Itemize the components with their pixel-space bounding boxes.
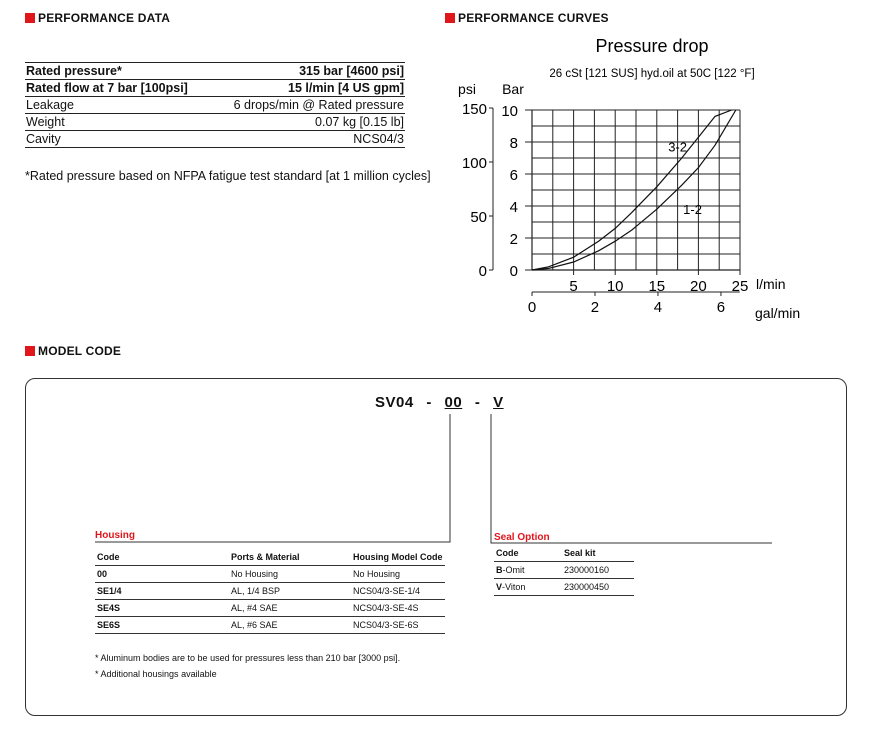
seal-desc: -Omit bbox=[502, 565, 525, 575]
table-row bbox=[95, 600, 445, 617]
housing-model: No Housing bbox=[351, 566, 445, 583]
table-row bbox=[95, 583, 445, 600]
seal-code-cell bbox=[494, 579, 562, 596]
housing-notes bbox=[95, 650, 400, 682]
model-code-separator: - bbox=[474, 394, 481, 411]
model-code-separator: - bbox=[426, 394, 432, 411]
table-header-row bbox=[95, 549, 445, 566]
psi-tick-label: 100 bbox=[461, 155, 487, 172]
table-row bbox=[494, 579, 634, 596]
x-tick-label: 15 bbox=[648, 278, 666, 295]
x-tick-label: 5 bbox=[569, 278, 578, 295]
x-tick-label: 20 bbox=[690, 278, 707, 295]
psi-tick-label: 0 bbox=[478, 263, 487, 280]
row-label: Rated flow at 7 bar [100psi] bbox=[25, 80, 210, 97]
seal-code-cell bbox=[494, 562, 562, 579]
housing-note: * Aluminum bodies are to be used for pressures less than 210 bar [3000 psi]. bbox=[95, 653, 401, 663]
gal-tick-label: 0 bbox=[527, 299, 537, 316]
seal-leader-line bbox=[491, 414, 772, 543]
y-tick-label: 8 bbox=[509, 135, 518, 152]
series-label: 1-2 bbox=[683, 202, 702, 217]
gal-tick-label: 2 bbox=[590, 299, 600, 316]
y-tick-label: 4 bbox=[509, 199, 518, 216]
housing-table bbox=[95, 549, 445, 634]
housing-model: NCS04/3-SE-4S bbox=[351, 600, 445, 617]
seal-code: B bbox=[496, 565, 503, 575]
x2-axis-label: gal/min bbox=[755, 305, 801, 321]
y-tick-label: 2 bbox=[509, 231, 518, 248]
table-row bbox=[95, 617, 445, 634]
model-code-housing: 00 bbox=[444, 394, 463, 411]
column-header: Code bbox=[494, 545, 562, 562]
model-code-prefix: SV04 bbox=[375, 394, 414, 411]
model-code-title-text: MODEL CODE bbox=[38, 344, 122, 358]
x-tick-label: 10 bbox=[606, 278, 624, 295]
housing-leader-line bbox=[95, 414, 450, 542]
performance-title-text: PERFORMANCE DATA bbox=[38, 11, 171, 25]
seal-desc: -Viton bbox=[502, 582, 526, 592]
y-tick-label: 0 bbox=[509, 263, 518, 280]
curves-title-text: PERFORMANCE CURVES bbox=[458, 11, 609, 25]
housing-ports: AL, #4 SAE bbox=[229, 600, 351, 617]
housing-note: * Additional housings available bbox=[95, 669, 217, 679]
housing-model: NCS04/3-SE-6S bbox=[351, 617, 445, 634]
seal-option-title: Seal Option bbox=[494, 532, 550, 543]
gal-tick-label: 6 bbox=[716, 299, 726, 316]
housing-code: SE6S bbox=[95, 617, 229, 634]
housing-ports: AL, 1/4 BSP bbox=[229, 583, 351, 600]
psi-tick-label: 150 bbox=[461, 101, 487, 118]
x-axis-label: l/min bbox=[756, 276, 786, 292]
y2-axis-label: psi bbox=[458, 81, 476, 97]
psi-tick-label: 50 bbox=[470, 209, 487, 226]
gal-tick-label: 4 bbox=[653, 299, 663, 316]
seal-kit: 230000450 bbox=[562, 579, 634, 596]
housing-ports: AL, #6 SAE bbox=[229, 617, 351, 634]
column-header: Ports & Material bbox=[229, 549, 351, 566]
performance-footnote: *Rated pressure based on NFPA fatigue test standard [at 1 million cycles] bbox=[25, 169, 431, 183]
y-tick-label: 6 bbox=[509, 167, 518, 184]
seal-code: V bbox=[496, 582, 503, 592]
row-label: Weight bbox=[25, 114, 210, 131]
model-code-seal: V bbox=[493, 394, 504, 411]
y-tick-label: 10 bbox=[501, 103, 518, 120]
housing-code: 00 bbox=[95, 566, 229, 583]
chart-title: Pressure drop bbox=[595, 36, 709, 56]
row-value: NCS04/3 bbox=[210, 131, 405, 148]
row-label: Rated pressure* bbox=[25, 63, 210, 80]
housing-ports: No Housing bbox=[229, 566, 351, 583]
row-value: 15 l/min [4 US gpm] bbox=[210, 80, 405, 97]
row-label: Leakage bbox=[25, 97, 210, 114]
row-label: Cavity bbox=[25, 131, 210, 148]
series-label: 3-2 bbox=[668, 139, 687, 155]
row-value: 0.07 kg [0.15 lb] bbox=[210, 114, 405, 131]
chart-subtitle: 26 cSt [121 SUS] hyd.oil at 50C [122 °F] bbox=[549, 68, 755, 80]
table-row bbox=[95, 566, 445, 583]
table-header-row bbox=[494, 545, 634, 562]
housing-model: NCS04/3-SE-1/4 bbox=[351, 583, 445, 600]
housing-code: SE1/4 bbox=[95, 583, 229, 600]
y-axis-label: Bar bbox=[502, 81, 524, 97]
column-header: Code bbox=[95, 549, 229, 566]
seal-option-table bbox=[494, 545, 634, 596]
seal-kit: 230000160 bbox=[562, 562, 634, 579]
housing-code: SE4S bbox=[95, 600, 229, 617]
row-value: 6 drops/min @ Rated pressure bbox=[210, 97, 405, 114]
column-header: Housing Model Code bbox=[351, 549, 445, 566]
row-value: 315 bar [4600 psi] bbox=[210, 63, 405, 80]
x-tick-label: 25 bbox=[731, 278, 749, 295]
column-header: Seal kit bbox=[562, 545, 634, 562]
table-row bbox=[494, 562, 634, 579]
housing-title: Housing bbox=[95, 530, 135, 541]
